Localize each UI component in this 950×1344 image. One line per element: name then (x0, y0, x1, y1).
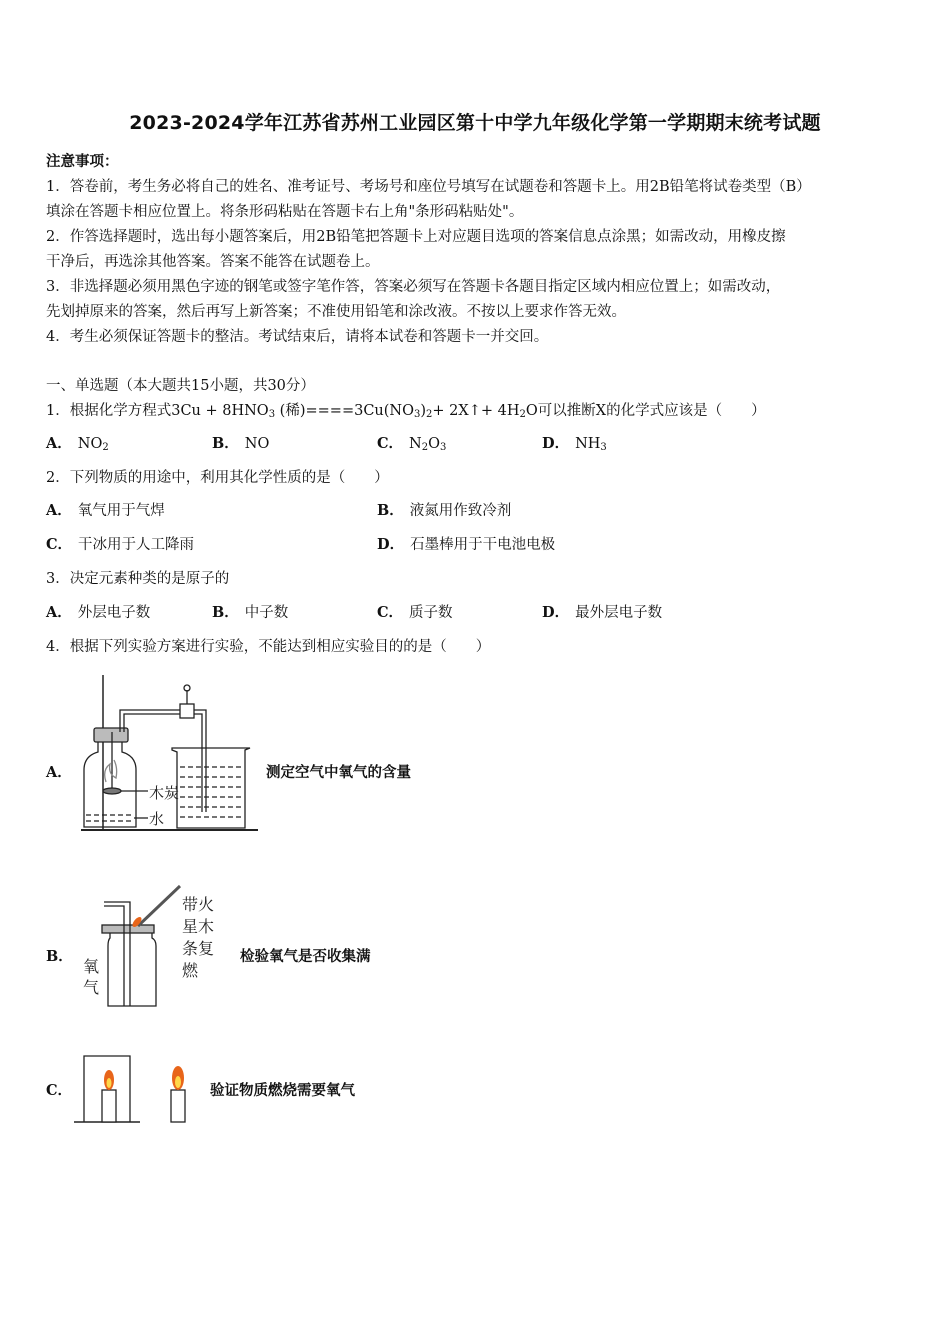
q1-stem-sub: 2 (519, 409, 526, 420)
q3-option-d (542, 603, 662, 623)
option-text: 外层电子数 (77, 605, 151, 621)
splint-label-line: 条复 (182, 939, 215, 958)
q4-option-c-candles-diagram (70, 1050, 200, 1130)
option-text: 石墨棒用于干电池电极 (410, 537, 556, 553)
q1-stem-part: ) (420, 403, 427, 419)
q3-option-c (377, 603, 453, 623)
q1-option-b (212, 434, 269, 454)
option-letter: C． (377, 435, 404, 452)
option-text: NO (77, 436, 103, 452)
notice-line-4: 干净后，再选涂其他答案。答案不能答在试题卷上。 (46, 254, 380, 270)
q4-option-b-caption: 检验氧气是否收集满 (240, 948, 371, 965)
notice-line-2: 填涂在答题卡相应位置上。将条形码粘贴在答题卡右上角"条形码粘贴处"。 (46, 204, 524, 220)
option-text: 干冰用于人工降雨 (78, 537, 195, 553)
q1-option-a (46, 434, 109, 458)
q1-option-c (377, 434, 446, 458)
q4-option-c-letter: C． (46, 1082, 73, 1099)
option-text: 最外层电子数 (575, 605, 663, 621)
option-text: 中子数 (244, 605, 289, 621)
q2-option-b (377, 501, 511, 521)
q1-stem-part: O可以推断X的化学式应该是（ ） (525, 403, 766, 419)
charcoal-label: 木炭 (149, 784, 180, 802)
q2-option-d (377, 535, 555, 555)
q1-stem-part: 1．根据化学方程式3Cu + 8HNO (46, 403, 269, 419)
oxygen-label-line: 气 (83, 978, 100, 997)
option-letter: D． (377, 536, 405, 553)
q1-stem-part: + 2X↑+ 4H (432, 403, 520, 419)
q2-stem: 2．下列物质的用途中，利用其化学性质的是（ ） (46, 470, 389, 486)
option-text: O (428, 436, 440, 452)
splint-label-line: 燃 (182, 961, 199, 980)
q4-option-b-letter: B． (46, 948, 73, 965)
option-sub: 3 (440, 442, 447, 453)
option-text: NH (575, 436, 601, 452)
q3-option-a (46, 603, 150, 623)
notice-line-3: 2．作答选择题时，选出每小题答案后，用2B铅笔把答题卡上对应题目选项的答案信息点涂黑；如需改动，用橡皮擦 (46, 229, 786, 245)
notice-line-5: 3．非选择题必须用黑色字迹的钢笔或签字笔作答，答案必须写在答题卡各题目指定区域内相应位置上；如需改动， (46, 279, 781, 295)
q1-stem-sub: 2 (426, 409, 433, 420)
q3-option-b (212, 603, 288, 623)
q1-stem (46, 401, 766, 425)
q2-option-a (46, 501, 165, 521)
option-letter: B． (377, 502, 404, 519)
page-title: 2023-2024学年江苏省苏州工业园区第十中学九年级化学第一学期期末统考试题 (129, 112, 821, 134)
option-letter: C． (46, 536, 73, 553)
q1-option-d (542, 434, 607, 458)
option-text: 质子数 (409, 605, 453, 621)
option-letter: A． (46, 435, 72, 452)
q3-stem: 3．决定元素种类的是原子的 (46, 571, 230, 587)
option-letter: C． (377, 604, 404, 621)
q2-option-c (46, 535, 194, 555)
option-text: NO (244, 436, 270, 452)
notice-line-1: 1．答卷前，考生务必将自己的姓名、准考证号、考场号和座位号填写在试题卷和答题卡上。用2B铅笔将试卷类型（B） (46, 179, 811, 195)
q4-option-c-caption: 验证物质燃烧需要氧气 (210, 1082, 355, 1099)
option-sub: 2 (421, 442, 429, 453)
splint-label-line: 带火 (182, 895, 215, 914)
oxygen-label-line: 氧 (83, 957, 100, 976)
splint-label-line: 星木 (182, 917, 215, 936)
q4-stem: 4．根据下列实验方案进行实验，不能达到相应实验目的的是（ ） (46, 639, 491, 655)
notice-heading: 注意事项： (46, 153, 119, 170)
section-heading: 一、单选题（本大题共15小题，共30分） (46, 378, 315, 394)
option-letter: B． (212, 604, 239, 621)
q1-stem-sub: 3 (268, 409, 276, 420)
option-letter: D． (542, 604, 570, 621)
q1-stem-part: (稀)====3Cu(NO (275, 403, 414, 419)
option-text: 氧气用于气焊 (77, 503, 165, 519)
water-label: 水 (149, 810, 165, 828)
option-letter: A． (46, 502, 72, 519)
option-letter: B． (212, 435, 239, 452)
option-text: N (409, 436, 422, 452)
notice-line-6: 先划掉原来的答案，然后再写上新答案；不准使用铅笔和涂改液。不按以上要求作答无效。 (46, 304, 626, 320)
q4-option-b-apparatus-diagram (80, 880, 230, 1010)
q4-option-a-apparatus-diagram (76, 670, 266, 835)
q4-option-a-caption: 测定空气中氧气的含量 (266, 764, 411, 781)
option-sub: 2 (102, 442, 109, 453)
q1-stem-sub: 3 (414, 409, 421, 420)
option-letter: D． (542, 435, 570, 452)
option-sub: 3 (600, 442, 607, 453)
notice-line-7: 4．考生必须保证答题卡的整洁。考试结束后，请将本试卷和答题卡一并交回。 (46, 329, 549, 345)
option-text: 液氮用作致冷剂 (409, 503, 512, 519)
option-letter: A． (46, 604, 72, 621)
q4-option-a-letter: A． (46, 764, 72, 781)
